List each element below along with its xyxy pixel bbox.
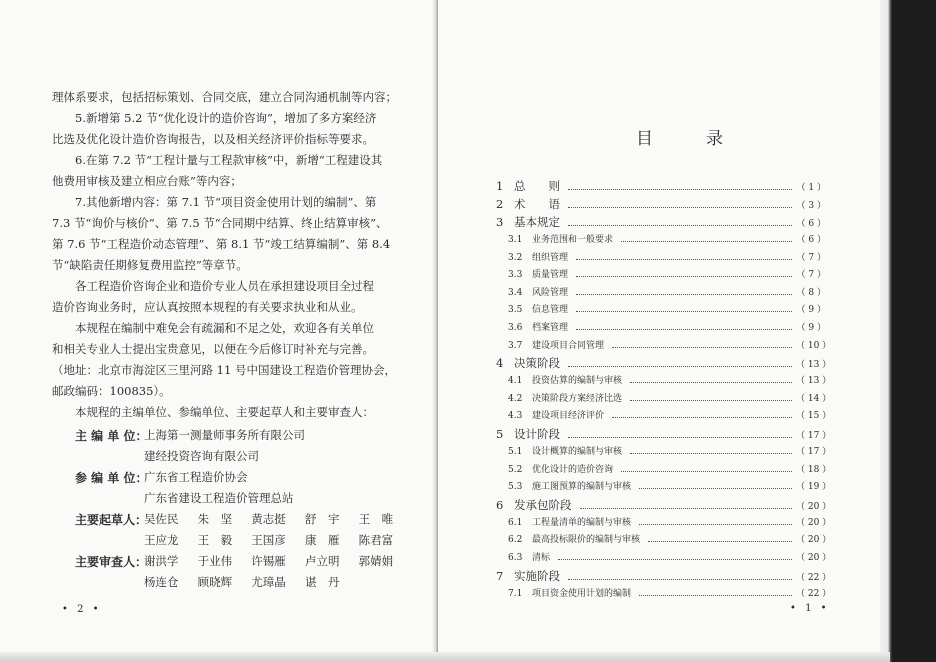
page-bottom-edge — [0, 652, 890, 662]
toc-chapter-row[interactable] — [496, 178, 826, 196]
toc-page-number: （ 15 ） — [796, 411, 832, 422]
body-paragraph: 他费用审核及建立相应台账”等内容； — [52, 174, 242, 188]
toc-number: 3 — [496, 215, 504, 229]
drafters-names: 王应龙 王 毅 王国彦 康 雁 陈君富 — [144, 533, 394, 547]
toc-number: 3.3 — [508, 270, 523, 281]
toc-leader-dots — [568, 188, 792, 190]
toc-page-number: （ 13 ） — [796, 360, 832, 371]
toc-section-row[interactable] — [496, 586, 832, 604]
body-paragraph: 造价咨询业务时，应认真按照本规程的有关要求执业和从业。 — [52, 300, 363, 314]
toc-leader-dots — [576, 258, 792, 260]
body-paragraph: 本规程在编制中难免会有疏漏和不足之处，欢迎各有关单位 — [75, 321, 374, 335]
toc-entry-title: 术 语 — [514, 197, 560, 211]
toc-section-row[interactable] — [496, 479, 832, 497]
chief-unit: 上海第一测量师事务所有限公司 — [144, 428, 305, 442]
toc-leader-dots — [580, 507, 793, 509]
toc-page-number: （ 22 ） — [796, 572, 832, 583]
page-number: • 1 • — [790, 603, 830, 614]
toc-number: 6.2 — [508, 535, 523, 546]
toc-chapter-row[interactable] — [496, 196, 826, 214]
table-of-contents — [496, 178, 832, 603]
toc-section-row[interactable] — [496, 444, 832, 462]
body-paragraph: 和相关专业人士提出宝贵意见，以便在今后修订时补充与完善。 — [52, 342, 374, 356]
toc-entry-title: 信息管理 — [532, 305, 569, 316]
toc-number: 5 — [496, 426, 504, 441]
body-paragraph: （地址：北京市海淀区三里河路 11 号中国建设工程造价管理协会， — [52, 363, 396, 377]
body-paragraph: 7.其他新增内容：第 7.1 节“项目资金使用计划的编制”、第 — [75, 195, 377, 209]
toc-chapter-row[interactable] — [496, 497, 832, 515]
toc-number: 7 — [496, 568, 504, 583]
toc-number: 4 — [496, 356, 504, 371]
toc-leader-dots — [630, 399, 792, 401]
toc-leader-dots — [568, 365, 792, 367]
toc-page-number: （ 18 ） — [796, 464, 832, 475]
toc-leader-dots — [630, 381, 792, 383]
toc-page-number: （ 3 ） — [796, 201, 826, 211]
participating-unit-label: 参 编 单 位： — [75, 471, 148, 485]
reviewers-names: 杨连仓 顾晓辉 尤璋晶 谌 丹 — [144, 575, 340, 589]
toc-number: 1 — [496, 179, 504, 193]
body-paragraph: 各工程造价咨询企业和造价专业人员在承担建设项目全过程 — [75, 279, 374, 293]
toc-leader-dots — [621, 470, 792, 472]
page-number: • 2 • — [62, 604, 102, 615]
body-paragraph: 5.新增第 5.2 节“优化设计的造价咨询”，增加了多方案经济 — [75, 111, 377, 125]
body-paragraph: 节“缺陷责任期修复费用监控”等章节。 — [52, 258, 248, 272]
toc-leader-dots — [568, 224, 792, 226]
toc-number: 3.2 — [508, 252, 523, 263]
toc-entry-title: 建设项目合同管理 — [532, 340, 605, 351]
toc-number: 3.1 — [508, 235, 523, 245]
toc-leader-dots — [576, 293, 792, 295]
drafters-names: 吴佐民 朱 坚 黄志挺 舒 宇 王 唯 — [144, 512, 394, 526]
toc-leader-dots — [612, 416, 792, 418]
body-paragraph: 第 7.6 节“工程造价动态管理”、第 8.1 节“竣工结算编制”、第 8.4 — [52, 237, 391, 251]
body-paragraph: 比选及优化设计造价咨询报告，以及相关经济评价指标等要求。 — [52, 132, 374, 146]
toc-page-number: （ 7 ） — [796, 270, 826, 281]
toc-title: 目 录 — [636, 129, 741, 149]
toc-number: 5.3 — [508, 482, 523, 493]
toc-entry-title: 总 则 — [514, 179, 560, 193]
scan-background — [880, 0, 936, 662]
toc-section-row[interactable] — [496, 285, 826, 303]
toc-leader-dots — [639, 487, 792, 489]
body-paragraph: 7.3 节“询价与核价”、第 7.5 节“合同期中结算、终止结算审核”、 — [52, 216, 388, 230]
toc-page-number: （ 6 ） — [796, 235, 826, 245]
toc-leader-dots — [639, 594, 792, 596]
toc-section-row[interactable] — [496, 373, 832, 391]
toc-page-number: （ 22 ） — [796, 588, 832, 599]
toc-section-row[interactable] — [496, 550, 832, 568]
toc-number: 3.4 — [508, 287, 523, 298]
toc-chapter-row[interactable] — [496, 355, 832, 373]
toc-leader-dots — [576, 328, 792, 330]
toc-leader-dots — [612, 346, 792, 348]
chief-unit-label: 主 编 单 位： — [75, 429, 148, 443]
toc-section-row[interactable] — [496, 232, 826, 250]
toc-entry-title: 项目资金使用计划的编制 — [532, 588, 632, 599]
toc-chapter-row[interactable] — [496, 214, 826, 232]
toc-entry-title: 清标 — [532, 552, 551, 563]
toc-leader-dots — [630, 452, 792, 454]
toc-leader-dots — [648, 540, 792, 542]
reviewers-names: 谢洪学 于业伟 许锡雁 卢立明 郭婧娟 — [144, 554, 394, 568]
toc-leader-dots — [568, 578, 792, 580]
chief-unit: 建经投资咨询有限公司 — [144, 449, 259, 463]
toc-page-number: （ 20 ） — [796, 535, 832, 546]
toc-section-row[interactable] — [496, 338, 832, 356]
toc-page-number: （ 8 ） — [796, 287, 826, 298]
toc-section-row[interactable] — [496, 302, 826, 320]
reviewers-label: 主要审查人： — [75, 555, 148, 569]
participating-unit: 广东省建设工程造价管理总站 — [144, 491, 294, 505]
toc-section-row[interactable] — [496, 532, 832, 550]
toc-number: 5.1 — [508, 446, 523, 457]
toc-leader-dots — [576, 310, 792, 312]
toc-leader-dots — [568, 206, 792, 208]
toc-leader-dots — [621, 240, 792, 242]
toc-section-row[interactable] — [496, 391, 832, 409]
toc-entry-title: 档案管理 — [532, 322, 569, 333]
toc-number: 2 — [496, 197, 504, 211]
toc-page-number: （ 17 ） — [796, 430, 832, 441]
toc-section-row[interactable] — [496, 320, 826, 338]
toc-leader-dots — [576, 275, 792, 277]
toc-number: 3.6 — [508, 322, 523, 333]
toc-entry-title: 设计阶段 — [514, 426, 560, 441]
participating-unit: 广东省工程造价协会 — [144, 470, 248, 484]
toc-number: 6.3 — [508, 552, 523, 563]
drafters-label: 主要起草人： — [75, 513, 148, 527]
toc-entry-title: 质量管理 — [532, 270, 569, 281]
toc-page-number: （ 13 ） — [796, 376, 832, 387]
toc-page-number: （ 17 ） — [796, 446, 832, 457]
toc-page-number: （ 14 ） — [796, 393, 832, 404]
toc-number: 5.2 — [508, 464, 523, 475]
toc-entry-title: 最高投标限价的编制与审核 — [532, 535, 641, 546]
toc-number: 4.3 — [508, 411, 523, 422]
toc-section-row[interactable] — [496, 408, 832, 426]
toc-leader-dots — [639, 523, 792, 525]
toc-entry-title: 优化设计的造价咨询 — [532, 464, 614, 475]
toc-page-number: （ 19 ） — [796, 482, 832, 493]
toc-entry-title: 业务范围和一般要求 — [532, 235, 614, 245]
toc-entry-title: 决策阶段方案经济比选 — [532, 393, 623, 404]
toc-section-row[interactable] — [496, 515, 832, 533]
toc-page-number: （ 20 ） — [796, 552, 832, 563]
toc-number: 7.1 — [508, 588, 523, 599]
toc-page-number: （ 9 ） — [796, 322, 826, 333]
toc-chapter-row[interactable] — [496, 568, 832, 586]
toc-entry-title: 发承包阶段 — [514, 497, 572, 512]
toc-page-number: （ 1 ） — [796, 183, 826, 193]
toc-page-number: （ 6 ） — [796, 219, 826, 229]
toc-chapter-row[interactable] — [496, 426, 832, 444]
toc-section-row[interactable] — [496, 267, 826, 285]
left-page — [0, 0, 436, 662]
toc-number: 6 — [496, 497, 504, 512]
toc-section-row[interactable] — [496, 462, 832, 480]
toc-number: 4.2 — [508, 393, 523, 404]
toc-page-number: （ 7 ） — [796, 252, 826, 263]
toc-page-number: （ 9 ） — [796, 305, 826, 316]
toc-number: 6.1 — [508, 517, 523, 528]
toc-entry-title: 施工图预算的编制与审核 — [532, 482, 632, 493]
toc-entry-title: 投资估算的编制与审核 — [532, 376, 623, 387]
body-paragraph: 本规程的主编单位、参编单位、主要起草人和主要审查人： — [75, 405, 374, 419]
toc-number: 3.7 — [508, 340, 523, 351]
toc-leader-dots — [558, 558, 792, 560]
toc-page-number: （ 20 ） — [796, 501, 832, 512]
toc-section-row[interactable] — [496, 250, 826, 268]
toc-entry-title: 实施阶段 — [514, 568, 560, 583]
toc-entry-title: 决策阶段 — [514, 356, 560, 371]
toc-number: 3.5 — [508, 305, 523, 316]
toc-number: 4.1 — [508, 376, 523, 387]
body-paragraph: 理体系要求，包括招标策划、合同交底，建立合同沟通机制等内容； — [52, 90, 397, 104]
toc-page-number: （ 20 ） — [796, 517, 832, 528]
toc-entry-title: 设计概算的编制与审核 — [532, 446, 623, 457]
toc-entry-title: 组织管理 — [532, 252, 569, 263]
toc-entry-title: 建设项目经济评价 — [532, 411, 605, 422]
toc-entry-title: 工程量清单的编制与审核 — [532, 517, 632, 528]
toc-leader-dots — [568, 436, 792, 438]
toc-page-number: （ 10 ） — [796, 340, 832, 351]
toc-entry-title: 基本规定 — [514, 215, 560, 229]
body-paragraph: 邮政编码：100835）。 — [52, 384, 171, 398]
body-paragraph: 6.在第 7.2 节“工程计量与工程款审核”中，新增“工程建设其 — [75, 153, 383, 167]
toc-entry-title: 风险管理 — [532, 287, 569, 298]
